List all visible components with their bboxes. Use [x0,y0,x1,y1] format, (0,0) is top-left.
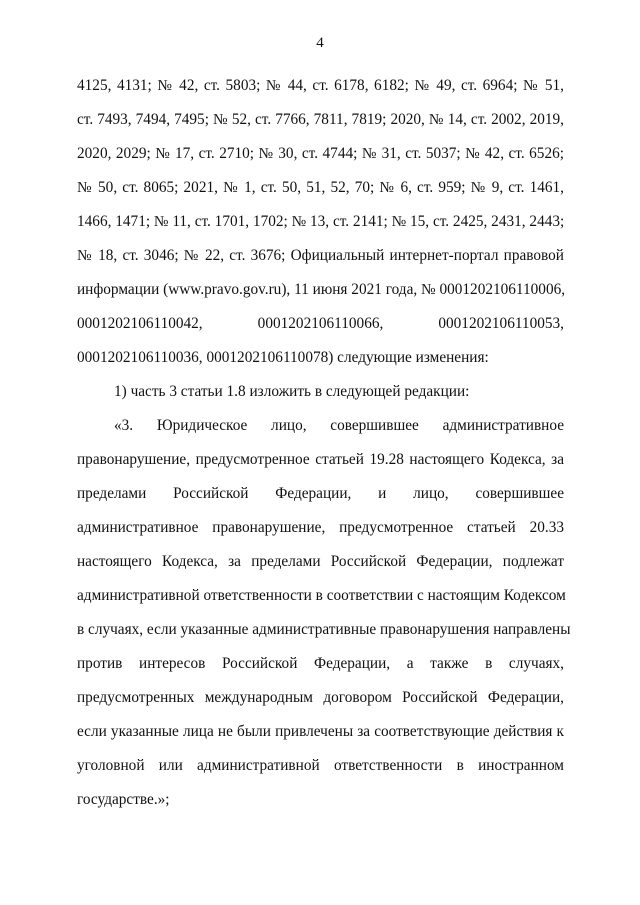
text-line: 2020, 2029; № 17, ст. 2710; № 30, ст. 4744; № 31, ст. 5037; № 42, ст. 6526; [77,145,564,162]
text-line: если указанные лица не были привлечены за соответствующие действия к [77,723,564,740]
text-line: 1) часть 3 статьи 1.8 изложить в следующей редакции: [114,383,470,400]
text-line: настоящего Кодекса, за пределами Российской Федерации, подлежат [77,553,564,570]
text-line: 4125, 4131; № 42, ст. 5803; № 44, ст. 6178, 6182; № 49, ст. 6964; № 51, [77,77,564,94]
text-line: правонарушение, предусмотренное статьей 19.28 настоящего Кодекса, за [77,451,564,468]
page-number: 4 [316,35,324,51]
text-line: 0001202106110042, 0001202106110066, 0001202106110053, [77,315,564,332]
text-line: информации (www.pravo.gov.ru), 11 июня 2021 года, № 0001202106110006, [77,281,566,298]
text-line: пределами Российской Федерации, и лицо, совершившее [77,485,564,502]
text-line: государстве.»; [77,791,170,808]
text-line: № 18, ст. 3046; № 22, ст. 3676; Официальный интернет-портал правовой [77,247,564,264]
text-line: в случаях, если указанные административные правонарушения направлены [77,621,571,638]
text-line: уголовной или административной ответственности в иностранном [77,757,564,774]
text-line: № 50, ст. 8065; 2021, № 1, ст. 50, 51, 52, 70; № 6, ст. 959; № 9, ст. 1461, [77,179,564,196]
text-line: ст. 7493, 7494, 7495; № 52, ст. 7766, 7811, 7819; 2020, № 14, ст. 2002, 2019, [77,111,564,128]
text-line: административное правонарушение, предусмотренное статьей 20.33 [77,519,564,536]
text-line: предусмотренных международным договором Российской Федерации, [77,689,564,706]
text-line: 0001202106110036, 0001202106110078) следующие изменения: [77,349,489,366]
text-line: 1466, 1471; № 11, ст. 1701, 1702; № 13, ст. 2141; № 15, ст. 2425, 2431, 2443; [77,213,565,230]
text-line: против интересов Российской Федерации, а также в случаях, [77,655,564,672]
text-line: «3. Юридическое лицо, совершившее административное [114,417,564,434]
text-line: административной ответственности в соответствии с настоящим Кодексом [77,587,566,604]
